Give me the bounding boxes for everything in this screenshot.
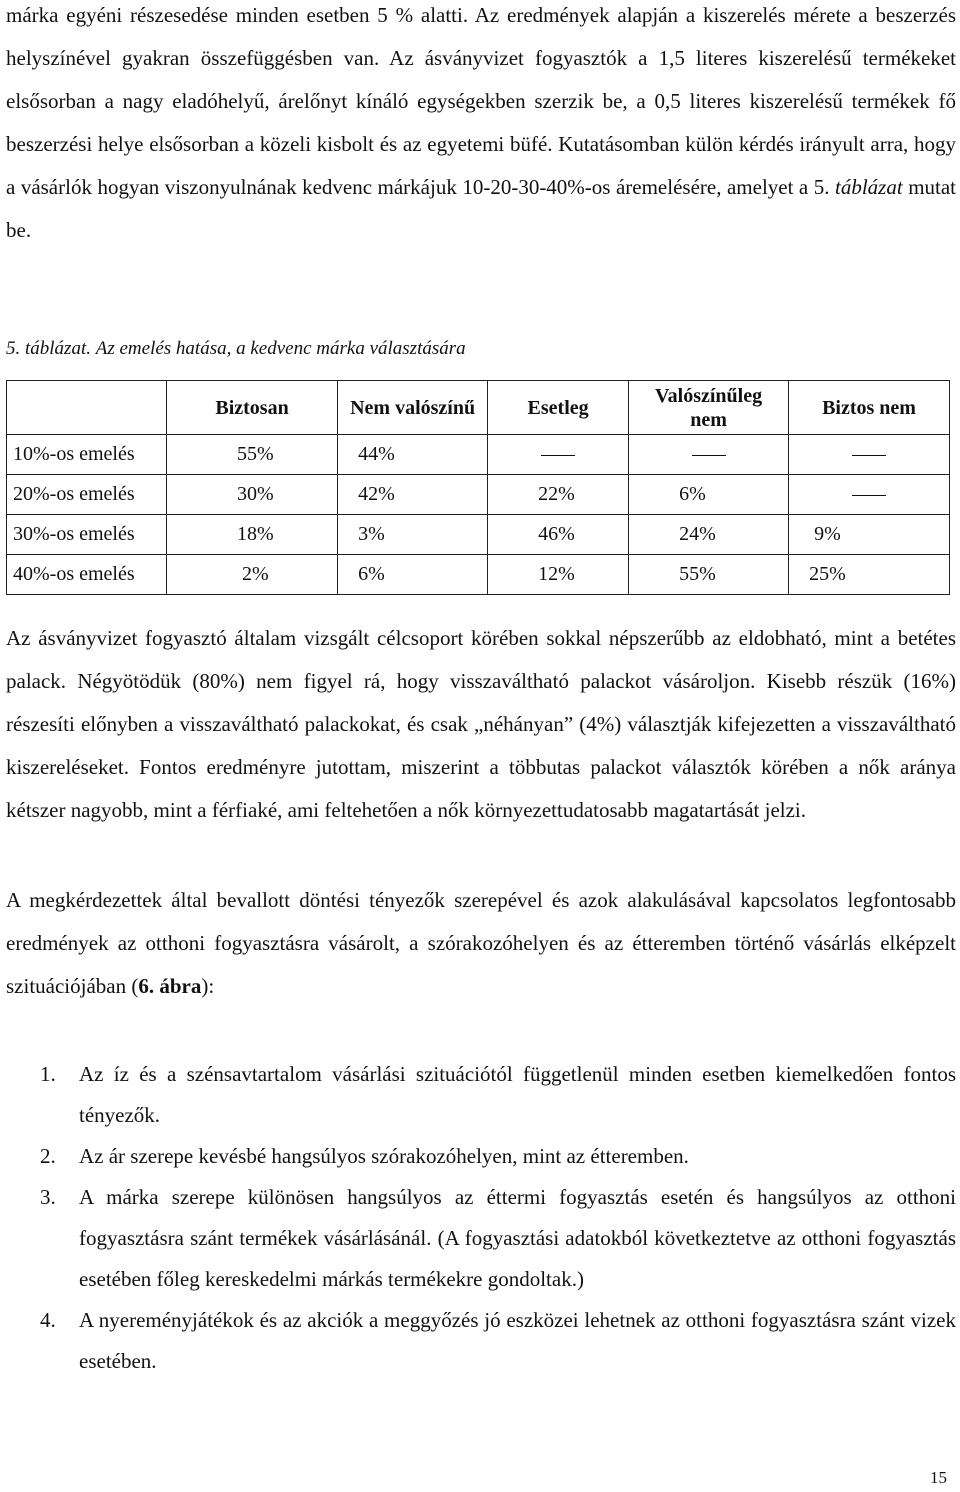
table-cell: 6% <box>338 555 488 595</box>
list-item-text: Az íz és a szénsavtartalom vásárlási szituációtól függetlenül minden esetben kiemelkedően fontos tényezők. <box>79 1062 956 1127</box>
header-cell: Valószínűleg nem <box>629 381 789 435</box>
table-caption <box>6 336 466 362</box>
paragraph-factors <box>6 879 956 1008</box>
table-cell: 22% <box>488 475 629 515</box>
list-item-text: A márka szerepe különösen hangsúlyos az éttermi fogyasztás esetén és hangsúlyos az otthoni fogyasztásra szánt termékek vásárlásánál. (A fogyasztási adatokból következtetve az otthoni fogyasztás esetében főleg kereskedelmi márkás termékekre gondoltak.) <box>79 1185 956 1291</box>
table-row <box>7 475 950 515</box>
dash-mark <box>692 455 726 457</box>
table-cell: 18% <box>167 515 338 555</box>
table-cell: 55% <box>167 435 338 475</box>
table-cell: 46% <box>488 515 629 555</box>
table-cell: 25% <box>789 555 950 595</box>
table-header-row <box>7 381 950 435</box>
dash-mark <box>852 455 886 457</box>
list-item-text: Az ár szerepe kevésbé hangsúlyos szórakozóhelyen, mint az étteremben. <box>79 1144 689 1168</box>
table-cell-dash <box>789 475 950 515</box>
paragraph-intro <box>6 0 956 252</box>
list-item-text: A nyereményjátékok és az akciók a meggyőzés jó eszközei lehetnek az otthoni fogyasztásra szánt vizek esetében. <box>79 1308 956 1373</box>
header-cell: Esetleg <box>488 381 629 435</box>
table-caption-text: Az emelés hatása, a kedvenc márka választására <box>95 338 466 359</box>
header-cell: Biztosan <box>167 381 338 435</box>
row-label: 20%-os emelés <box>7 475 167 515</box>
list-item <box>6 1300 956 1382</box>
list-item <box>6 1177 956 1300</box>
list-item-number: 4. <box>40 1308 56 1332</box>
table-cell: 30% <box>167 475 338 515</box>
table-cell: 6% <box>629 475 789 515</box>
table-cell: 9% <box>789 515 950 555</box>
paragraph-bottles: Az ásványvizet fogyasztó általam vizsgált célcsoport körében sokkal népszerűbb az eldobható, mint a betétes palack. Négyötödük (80%) nem figyel rá, hogy visszaváltható palackot vásároljon. Kisebb részük (16%) részesíti előnyben a visszaváltható palackokat, és csak „néhányan” (4%) választják kifejezetten a visszaváltható kiszereléseket. Fontos eredményre jutottam, miszerint a többutas palackot választók körében a nők aránya kétszer nagyobb, mint a férfiaké, ami feltehetően a nők környezettudatosabb magatartását jelzi. <box>6 626 956 822</box>
list-item <box>6 1136 956 1177</box>
row-label: 10%-os emelés <box>7 435 167 475</box>
figure-reference: 6. ábra <box>138 974 202 998</box>
list-item-number: 3. <box>40 1185 56 1209</box>
paragraph-factors-end: ): <box>201 974 215 998</box>
table-row <box>7 555 950 595</box>
table-cell-dash <box>488 435 629 475</box>
table-cell: 2% <box>167 555 338 595</box>
paragraph-factors-text: A megkérdezettek által bevallott döntési tényezők szerepével és azok alakulásával kapcsolatos legfontosabb eredmények az otthoni fogyasztásra vásárolt, a szórakozóhelyen és az étteremben történő vásárlás elképzelt szituációjában ( <box>6 888 956 998</box>
header-cell: Nem valószínű <box>338 381 488 435</box>
list-item <box>6 1054 956 1136</box>
table-cell: 55% <box>629 555 789 595</box>
list-item-number: 2. <box>40 1144 56 1168</box>
row-label: 30%-os emelés <box>7 515 167 555</box>
table-row <box>7 515 950 555</box>
row-label: 40%-os emelés <box>7 555 167 595</box>
header-cell: Biztos nem <box>789 381 950 435</box>
table-cell: 3% <box>338 515 488 555</box>
table-cell: 42% <box>338 475 488 515</box>
table-cell: 44% <box>338 435 488 475</box>
price-increase-table <box>6 380 950 595</box>
dash-mark <box>852 495 886 497</box>
dash-mark <box>541 455 575 457</box>
header-cell-empty <box>7 381 167 435</box>
table-row <box>7 435 950 475</box>
table-caption-label: 5. táblázat. <box>6 338 91 359</box>
findings-list <box>6 1054 956 1382</box>
table-cell-dash <box>629 435 789 475</box>
paragraph-intro-text: márka egyéni részesedése minden esetben 5 % alatti. Az eredmények alapján a kiszerelés mérete a beszerzés helyszínével gyakran összefüggésben van. Az ásványvizet fogyasztók a 1,5 literes kiszerelésű termékeket elsősorban a nagy eladóhelyű, árelőnyt kínáló egységekben szerzik be, a 0,5 literes kiszerelésű termékek fő beszerzési helye elsősorban a közeli kisbolt és az egyetemi büfé. Kutatásomban külön kérdés irányult arra, hogy a vásárlók hogyan viszonyulnának kedvenc márkájuk 10-20-30-40%-os áremelésére, amelyet a 5. <box>6 3 956 199</box>
page-number: 15 <box>930 1468 947 1487</box>
table-cell-dash <box>789 435 950 475</box>
table-cell: 24% <box>629 515 789 555</box>
list-item-number: 1. <box>40 1062 56 1086</box>
table-cell: 12% <box>488 555 629 595</box>
table-reference: táblázat <box>835 175 903 199</box>
paragraph-intro-end: mutat be. <box>6 175 957 242</box>
